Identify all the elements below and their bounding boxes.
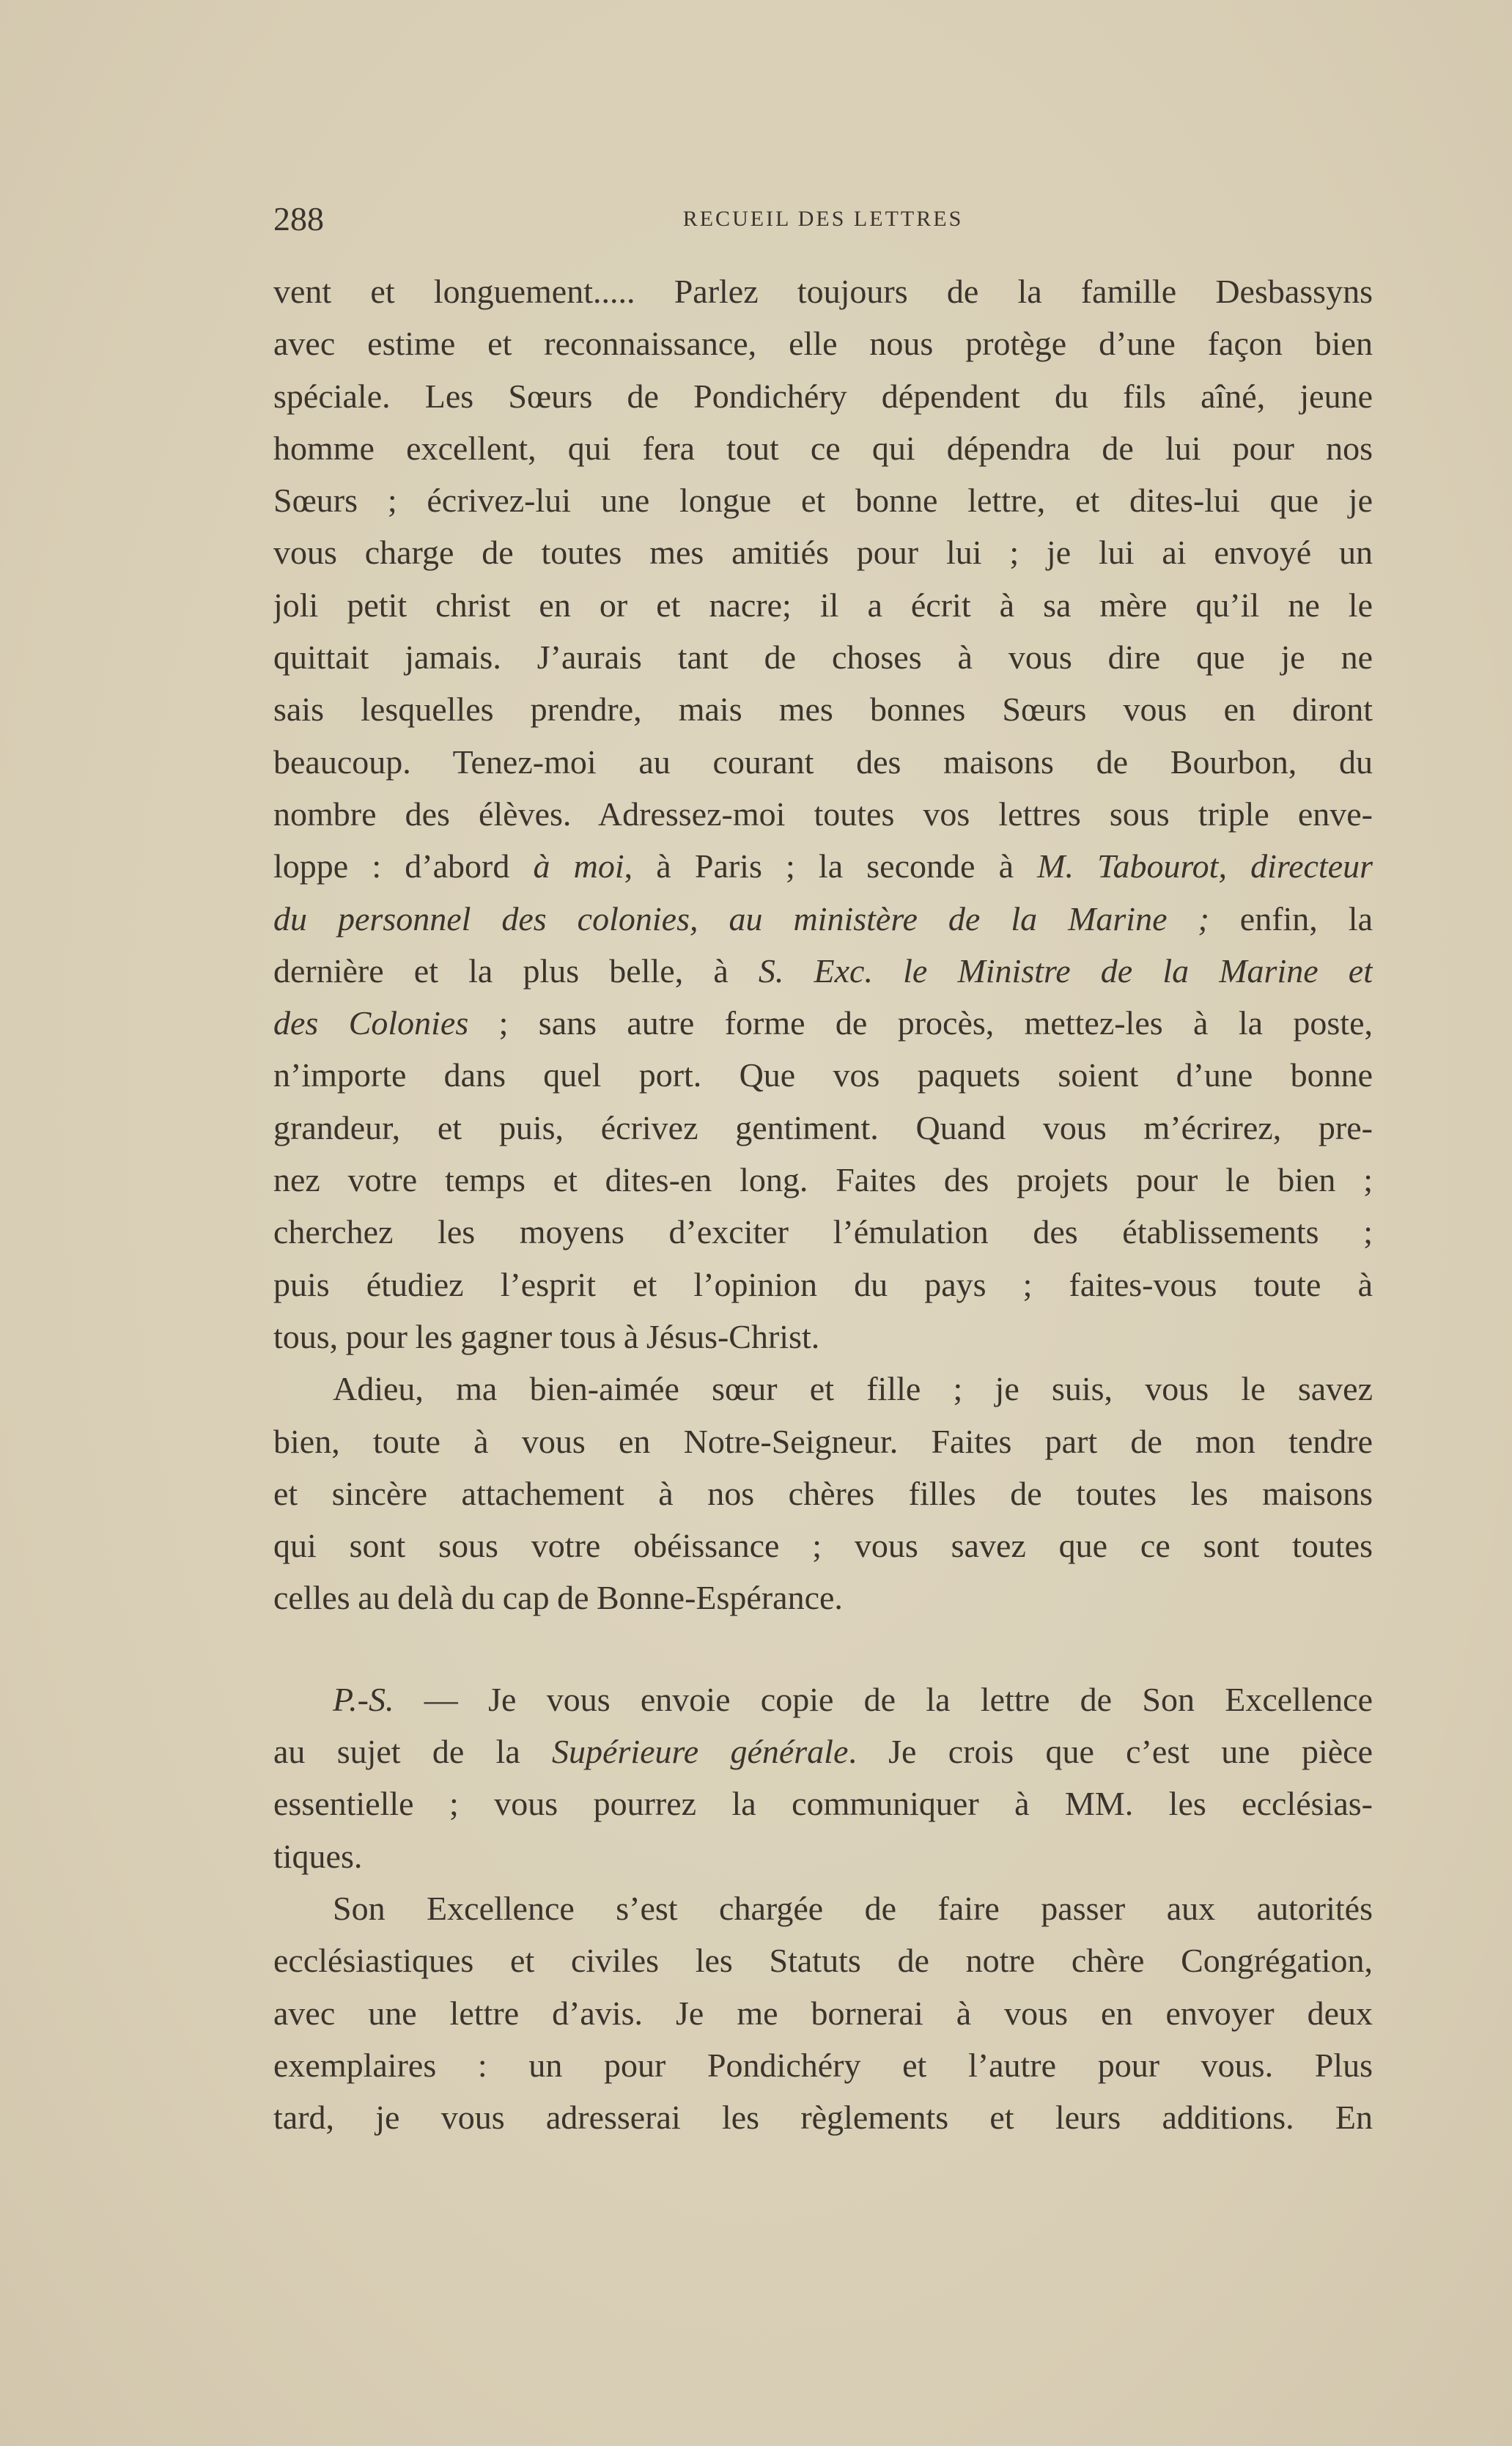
text-line: [273, 2091, 1373, 2143]
text-span: ; sans autre forme de procès, mettez-les à la poste,: [468, 1004, 1373, 1042]
text-line: [273, 370, 1373, 422]
text-line: [273, 1049, 1373, 1101]
text-span: nombre des élèves. Adressez-moi toutes vos lettres sous triple enve-: [273, 795, 1373, 833]
text-line: [273, 683, 1373, 735]
text-span: vent et longuement..... Parlez toujours de la famille Desbassyns: [273, 273, 1373, 310]
text-line: [273, 1987, 1373, 2039]
page-number: 288: [273, 200, 324, 237]
text-span: bien, toute à vous en Notre-Seigneur. Faites part de mon tendre: [273, 1422, 1373, 1460]
text-line: [273, 579, 1373, 631]
text-line: [273, 997, 1373, 1049]
text-span: homme excellent, qui fera tout ce qui dépendra de lui pour nos: [273, 429, 1373, 467]
running-head: RECUEIL DES LETTRES: [682, 207, 964, 231]
italic-text: M. Tabourot, directeur: [1037, 847, 1373, 885]
italic-text: S. Exc. le Ministre de la Marine et: [758, 951, 1373, 990]
text-span: vous charge de toutes mes amitiés pour lui ; je lui ai envoyé un: [273, 534, 1373, 572]
text-span: tard, je vous adresserai les règlements et leurs additions. En: [273, 2099, 1373, 2137]
paragraph: [273, 1882, 1373, 2143]
text-line: [273, 1363, 1373, 1415]
text-span: Sœurs ; écrivez-lui une longue et bonne lettre, et dites-lui que je: [273, 482, 1373, 520]
text-span: qui sont sous votre obéissance ; vous savez que ce sont toutes: [273, 1527, 1373, 1565]
text-span: ecclésiastiques et civiles les Statuts de notre chère Congrégation,: [273, 1942, 1373, 1980]
text-span: tiques.: [273, 1837, 363, 1875]
text-span: — Je vous envoie copie de la lettre de Son Excellence: [394, 1680, 1373, 1718]
text-span: avec estime et reconnaissance, elle nous protège d’une façon bien: [273, 325, 1373, 363]
text-span: Adieu, ma bien-aimée sœur et fille ; je suis, vous le savez: [333, 1370, 1373, 1408]
text-span: spéciale. Les Sœurs de Pondichéry dépendent du fils aîné, jeune: [273, 377, 1373, 415]
text-line: [273, 1830, 1373, 1882]
text-line: [273, 1154, 1373, 1206]
text-span: cherchez les moyens d’exciter l’émulation des établissements ;: [273, 1213, 1373, 1251]
italic-text: Supérieure générale: [552, 1733, 849, 1771]
text-span: grandeur, et puis, écrivez gentiment. Quand vous m’écrirez, pre-: [273, 1108, 1373, 1146]
text-span: au sujet de la: [273, 1733, 553, 1771]
text-span: , à Paris ; la seconde à: [624, 847, 1038, 885]
text-line: [273, 1206, 1373, 1258]
paragraph: [273, 1363, 1373, 1624]
text-line: [273, 265, 1373, 317]
text-line: [273, 893, 1373, 945]
text-line: [273, 1467, 1373, 1519]
text-span: enfin, la: [1209, 899, 1373, 937]
text-span: avec une lettre d’avis. Je me bornerai à vous en envoyer deux: [273, 1994, 1373, 2032]
text-line: [273, 422, 1373, 474]
italic-text: à moi: [533, 847, 624, 885]
text-span: nez votre temps et dites-en long. Faites des projets pour le bien ;: [273, 1161, 1373, 1199]
text-line: [273, 840, 1373, 892]
text-line: [273, 788, 1373, 840]
text-span: beaucoup. Tenez-moi au courant des maisons de Bourbon, du: [273, 743, 1373, 781]
text-span: . Je crois que c’est une pièce: [848, 1733, 1373, 1771]
italic-text: du personnel des colonies, au ministère de la Marine ;: [273, 899, 1209, 937]
text-line: [273, 1778, 1373, 1830]
text-line: [273, 2039, 1373, 2091]
text-span: celles au delà du cap de Bonne-Espérance.: [273, 1579, 843, 1617]
text-span: essentielle ; vous pourrez la communiquer à MM. les ecclésias-: [273, 1785, 1373, 1823]
text-span: exemplaires : un pour Pondichéry et l’autre pour vous. Plus: [273, 2046, 1373, 2084]
text-line: [273, 1934, 1373, 1986]
text-span: loppe : d’abord: [273, 847, 534, 885]
text-span: dernière et la plus belle, à: [273, 951, 759, 990]
page-header: [273, 199, 1373, 243]
italic-text: des Colonies: [273, 1004, 469, 1042]
body-text: [273, 265, 1373, 2143]
paragraph: [273, 265, 1373, 1363]
text-line: [273, 526, 1373, 578]
text-span: sais lesquelles prendre, mais mes bonnes Sœurs vous en diront: [273, 690, 1373, 729]
text-line: [273, 1725, 1373, 1778]
text-span: et sincère attachement à nos chères filles de toutes les maisons: [273, 1474, 1373, 1512]
text-line: [273, 317, 1373, 369]
text-line: [273, 631, 1373, 683]
text-line: [273, 736, 1373, 788]
text-span: Son Excellence s’est chargée de faire passer aux autorités: [333, 1889, 1373, 1927]
text-line: [273, 1572, 1373, 1624]
text-line: [273, 474, 1373, 526]
text-line: [273, 1882, 1373, 1934]
text-line: [273, 1259, 1373, 1311]
text-span: quittait jamais. J’aurais tant de choses à vous dire que je ne: [273, 638, 1373, 677]
text-line: [273, 945, 1373, 997]
text-line: [273, 1519, 1373, 1572]
text-span: n’importe dans quel port. Que vos paquets soient d’une bonne: [273, 1056, 1373, 1094]
text-span: joli petit christ en or et nacre; il a écrit à sa mère qu’il ne le: [273, 586, 1373, 624]
paragraph: [273, 1673, 1373, 1882]
text-span: puis étudiez l’esprit et l’opinion du pays ; faites-vous toute à: [273, 1265, 1373, 1303]
text-line: [273, 1415, 1373, 1467]
text-line: [273, 1311, 1373, 1363]
text-line: [273, 1673, 1373, 1725]
text-span: tous, pour les gagner tous à Jésus-Christ.: [273, 1317, 820, 1355]
italic-text: P.-S.: [333, 1680, 394, 1718]
text-line: [273, 1102, 1373, 1154]
paragraph-gap: [273, 1624, 1373, 1673]
